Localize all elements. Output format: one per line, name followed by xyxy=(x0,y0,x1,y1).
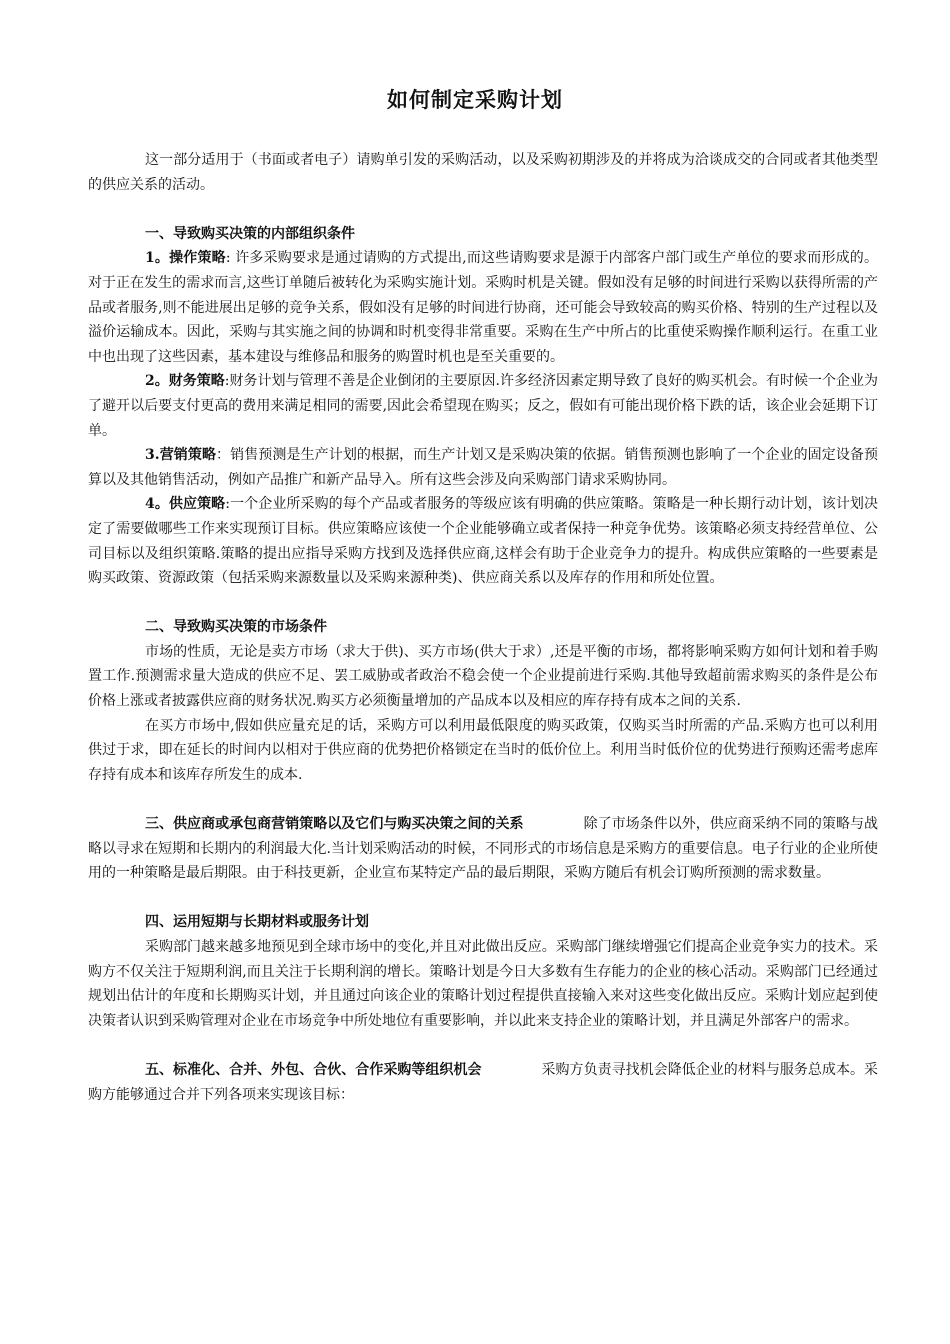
section-3-heading: 三、供应商或承包商营销策略以及它们与购买决策之间的关系 xyxy=(145,816,524,833)
document-body xyxy=(88,148,878,1107)
section-1-item-4 xyxy=(88,492,878,590)
section-5-paragraph xyxy=(88,1058,878,1107)
section-3-paragraph xyxy=(88,812,878,886)
item-label: 3.营销策略 xyxy=(145,447,217,464)
document-title: 如何制定采购计划 xyxy=(387,88,563,112)
section-2-paragraph-1: 市场的性质，无论是卖方市场（求大于供)、买方市场(供大于求）,还是平衡的市场，都将影响采购方如何计划和着手购置工作.预测需求量大造成的供应不足、罢工威胁或者政治不稳会使一个企业提前进行采购.其他导致超前需求购买的条件是公布价格上涨或者披露供应商的财务状况.购买方必须衡量增加的产品成本以及相应的库存持有成本之间的关系. xyxy=(88,643,878,710)
spacer xyxy=(88,787,878,812)
spacer xyxy=(88,197,878,222)
spacer xyxy=(88,591,878,616)
item-separator: ： xyxy=(216,447,231,464)
section-5-heading: 五、标准化、合并、外包、合伙、合作采购等组织机会 xyxy=(145,1061,482,1078)
section-1-item-1 xyxy=(88,246,878,369)
section-1-item-3 xyxy=(88,443,878,492)
section-3-text: 除了市场条件以外，供应商采纳不同的策略与战略以寻求在短期和长期内的利润最大化.当计划采购活动的时候，不同形式的市场信息是采购方的重要信息。电子行业的企业所使用的一种策略是最后期限。由于科技更新，企业宣布某特定产品的最后期限，采购方随后有机会订购所预测的需求数量。 xyxy=(88,816,878,882)
section-2-heading: 二、导致购买决策的市场条件 xyxy=(145,619,327,636)
item-text: 一个企业所采购的每个产品或者服务的等级应该有明确的供应策略。策略是一种长期行动计划，该计划决定了需要做哪些工作来实现预订目标。供应策略应该使一个企业能够确立或者保持一种竞争优势。该策略必须支持经营单位、公司目标以及组织策略.策略的提出应指导采购方找到及选择供应商,这样会有助于企业竞争力的提升。构成供应策略的一些要素是购买政策、资源政策（包括采购来源数量以及采购来源种类)、供应商关系以及库存的作用和所处位置。 xyxy=(88,496,878,587)
item-label: 1。操作策略 xyxy=(145,250,226,267)
item-text: 许多采购要求是通过请购的方式提出,而这些请购要求是源于内部客户部门或生产单位的要求而形成的。对于正在发生的需求而言,这些订单随后被转化为采购实施计划。采购时机是关键。假如没有足够的时间进行采购以获得所需的产品或者服务,则不能进展出足够的竞争关系，假如没有足够的时间进行协商，还可能会导致较高的购买价格、特别的生产过程以及溢价运输成本。因此，采购与其实施之间的协调和时机变得非常重要。采购在生产中所占的比重使采购操作顺利运行。在重工业中也出现了这些因素，基本建设与维修品和服务的购置时机也是至关重要的。 xyxy=(88,250,878,365)
section-4-heading: 四、运用短期与长期材料或服务计划 xyxy=(145,914,369,931)
section-2-paragraph-2: 在买方市场中,假如供应量充足的话，采购方可以利用最低限度的购买政策，仅购买当时所需的产品.采购方也可以利用供过于求，即在延长的时间内以相对于供应商的优势把价格锁定在当时的低价位上。利用当时低价位的优势进行预购还需考虑库存持有成本和该库存所发生的成本. xyxy=(88,717,878,783)
intro-paragraph: 这一部分适用于（书面或者电子）请购单引发的采购活动，以及采购初期涉及的并将成为洽谈成交的合同或者其他类型的供应关系的活动。 xyxy=(88,152,878,193)
section-4-paragraph: 采购部门越来越多地预见到全球市场中的变化,并且对此做出反应。采购部门继续增强它们提高企业竞争实力的技术。采购方不仅关注于短期利润,而且关注于长期利润的增长。策略计划是今日大多数有生存能力的企业的核心活动。采购部门已经通过规划出估计的年度和长期购买计划，并且通过向该企业的策略计划过程提供直接输入来对这些变化做出反应。采购计划应起到使决策者认识到采购管理对企业在市场竞争中所处地位有重要影响，并以此来支持企业的策略计划，并且满足外部客户的需求。 xyxy=(88,939,878,1029)
item-separator: : xyxy=(224,373,230,390)
item-text: 销售预测是生产计划的根据，而生产计划又是采购决策的依据。销售预测也影响了一个企业的固定设备预算以及其他销售活动，例如产品推广和新产品导入。所有这些会涉及向采购部门请求采购协同。 xyxy=(88,447,878,488)
section-1-heading: 一、导致购买决策的内部组织条件 xyxy=(145,225,355,242)
section-1-item-2 xyxy=(88,369,878,443)
section-5-text: 采购方负责寻找机会降低企业的材料与服务总成本。采购方能够通过合并下列各项来实现该目标： xyxy=(88,1061,878,1103)
spacer xyxy=(88,886,878,911)
item-label: 2。财务策略 xyxy=(145,373,225,390)
item-label: 4。供应策略 xyxy=(145,496,226,513)
item-separator: : xyxy=(225,496,230,513)
spacer xyxy=(88,1033,878,1058)
item-separator: : xyxy=(225,250,236,267)
item-text: 财务计划与管理不善是企业倒闭的主要原因.许多经济因素定期导致了良好的购买机会。有时候一个企业为了避开以后要支付更高的费用来满足相同的需要,因此会希望现在购买；反之，假如有可能出现价格下跌的话，该企业会延期下订单。 xyxy=(88,373,878,439)
